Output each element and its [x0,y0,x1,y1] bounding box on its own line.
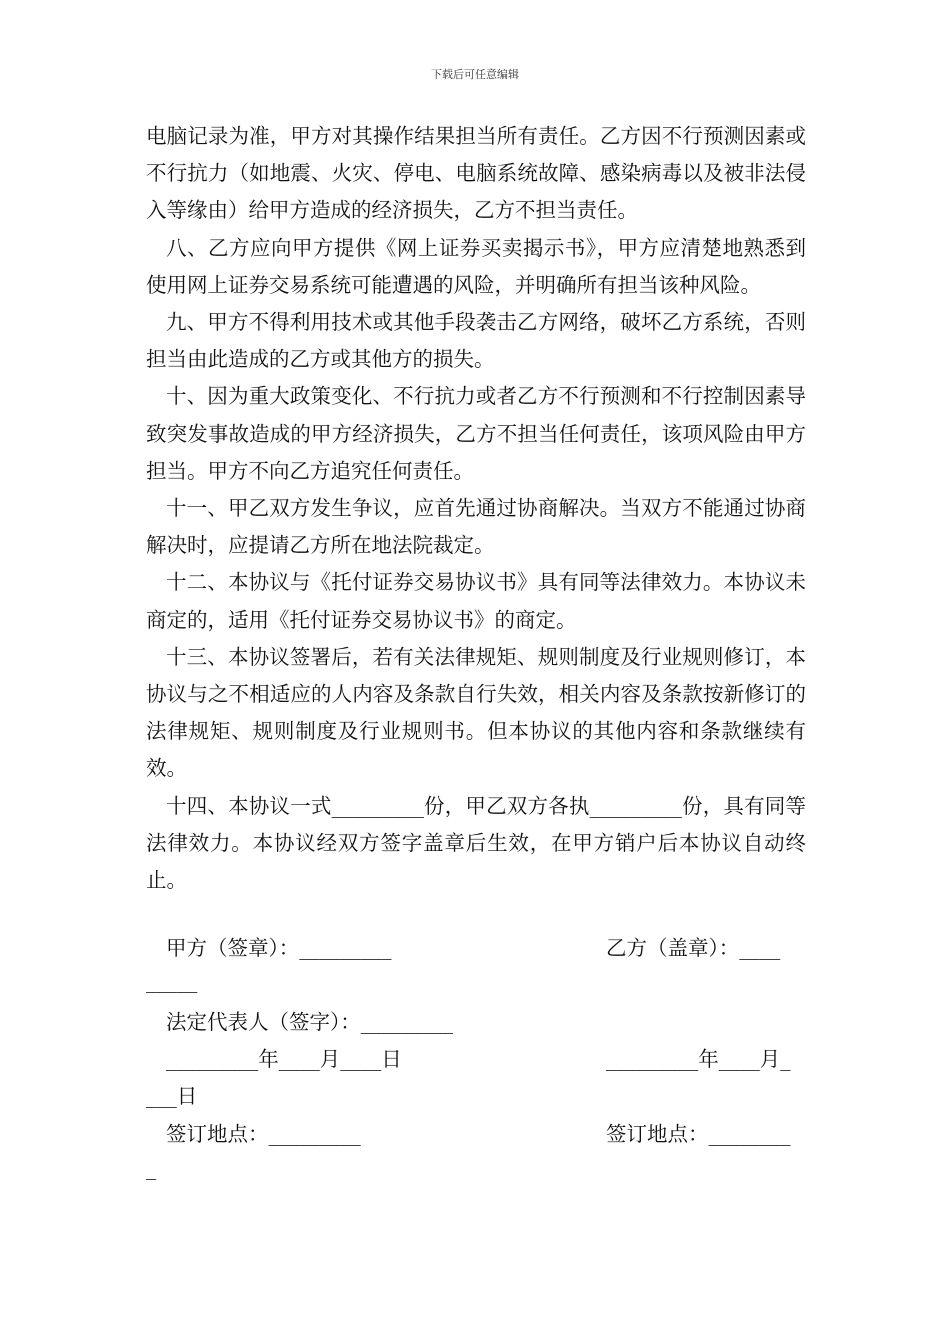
signature-row-dates-wrap [146,1078,808,1115]
signature-row-dates [146,1041,808,1078]
paragraph-clause-13: 十三、本协议签署后，若有关法律规矩、规则制度及行业规则修订，本协议与之不相适应的人内容及条款自行失效，相关内容及条款按新修订的法律规矩、规则制度及行业规则书。但本协议的其他内容和条款继续有效。 [146,644,806,781]
signing-place-right-wrap: _ [146,1156,157,1180]
signature-row-parties [146,930,808,967]
party-a-signature: 甲方（签章）：_________ [166,936,392,960]
signing-place-left: 签订地点：_________ [166,1122,361,1146]
paragraph-continuation: 电脑记录为准，甲方对其操作结果担当所有责任。乙方因不行预测因素或不行抗力（如地震、火灾、停电、电脑系统故障、感染病毒以及被非法侵入等缘由）给甲方造成的经济损失，乙方不担当责任。 [146,124,806,223]
paragraph-clause-12: 十二、本协议与《托付证券交易协议书》具有同等法律效力。本协议未商定的，适用《托付证券交易协议书》的商定。 [146,570,806,632]
date-right: _________年____月_ [606,1047,791,1071]
signature-row-places [146,1116,808,1153]
party-b-seal: 乙方（盖章）：____ [606,936,781,960]
legal-representative-signature: 法定代表人（签字）：_________ [166,1010,453,1034]
signature-row-legal-rep [146,1004,808,1041]
agreement-body [146,118,806,899]
date-left: _________年____月____日 [166,1047,402,1071]
signature-row-places-wrap [146,1150,808,1187]
page-header: 下载后可任意编辑 [431,68,519,81]
paragraph-clause-11: 十一、甲乙双方发生争议，应首先通过协商解决。当双方不能通过协商解决时，应提请乙方所在地法院裁定。 [146,496,806,558]
paragraph-clause-14: 十四、本协议一式_________份，甲乙双方各执_________份，具有同等法律效力。本协议经双方签字盖章后生效，在甲方销户后本协议自动终止。 [146,793,806,893]
signature-row-parties-wrap [146,963,808,1000]
date-right-wrap: ___日 [146,1084,198,1108]
paragraph-clause-10: 十、因为重大政策变化、不行抗力或者乙方不行预测和不行控制因素导致突发事故造成的甲方经济损失，乙方不担当任何责任，该项风险由甲方担当。甲方不向乙方追究任何责任。 [146,384,806,483]
signing-place-right: 签订地点：________ [606,1122,791,1146]
paragraph-clause-8: 八、乙方应向甲方提供《网上证券买卖揭示书》，甲方应清楚地熟悉到使用网上证券交易系统可能遭遇的风险，并明确所有担当该种风险。 [146,235,806,297]
paragraph-clause-9: 九、甲方不得利用技术或其他手段袭击乙方网络，破坏乙方系统，否则担当由此造成的乙方或其他方的损失。 [146,310,806,372]
party-b-seal-wrap: _____ [146,969,198,993]
